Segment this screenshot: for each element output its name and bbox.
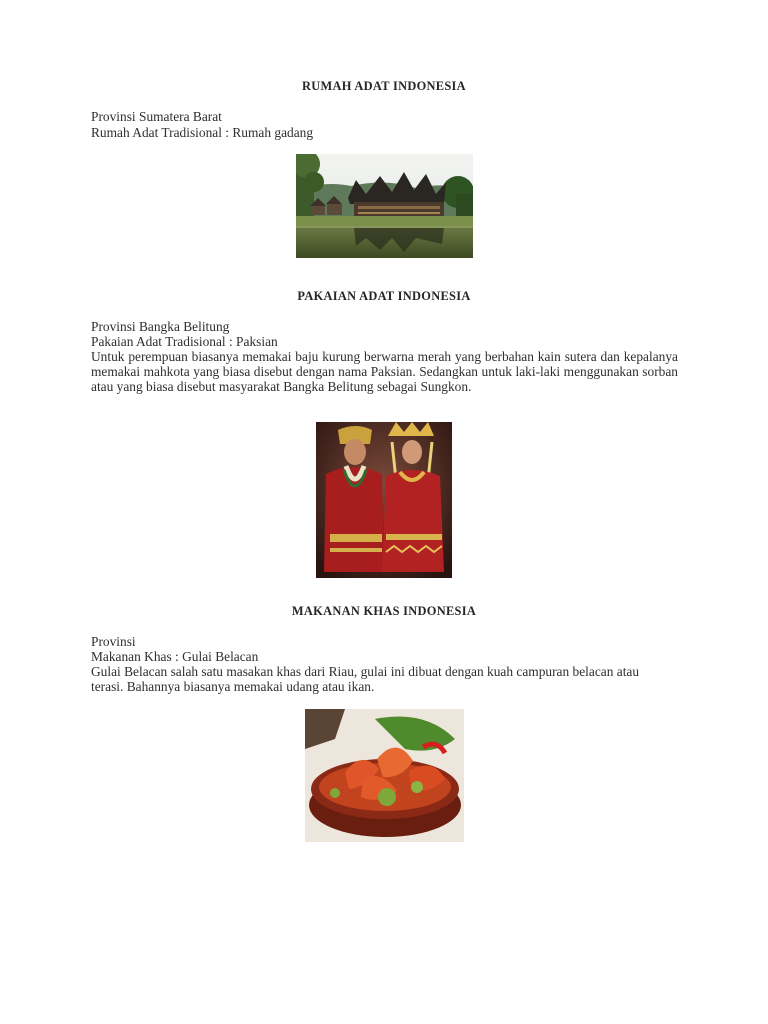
- province-unnamed: Provinsi: [91, 634, 136, 649]
- paksian-costume-photo: [316, 422, 452, 578]
- label-pakaian-adat: Pakaian Adat Tradisional : Paksian: [91, 334, 278, 349]
- label-makanan-khas: Makanan Khas : Gulai Belacan: [91, 649, 259, 664]
- rumah-gadang-photo: [296, 154, 473, 258]
- label-rumah-adat: Rumah Adat Tradisional : Rumah gadang: [91, 125, 314, 140]
- heading-makanan-khas: MAKANAN KHAS INDONESIA: [291, 604, 477, 618]
- description-pakaian-adat: Untuk perempuan biasanya memakai baju kurung berwarna merah yang berbahan kain sutera dan kepalanya memakai mahkota yang biasa disebut dengan nama Paksian. Sedangkan untuk laki-laki menggunakan sorban atau yang biasa disebut masyarakat Bangka Belitung sebagai Sungkon.: [91, 349, 678, 395]
- heading-pakaian-adat: PAKAIAN ADAT INDONESIA: [297, 289, 471, 303]
- gulai-belacan-photo: [305, 709, 464, 842]
- description-makanan-khas: Gulai Belacan salah satu masakan khas dari Riau, gulai ini dibuat dengan kuah campuran belacan atau terasi. Bahannya biasanya memakai udang atau ikan.: [91, 664, 640, 695]
- province-sumatera-barat: Provinsi Sumatera Barat: [91, 109, 222, 124]
- heading-rumah-adat: RUMAH ADAT INDONESIA: [302, 79, 466, 93]
- province-bangka-belitung: Provinsi Bangka Belitung: [91, 319, 230, 334]
